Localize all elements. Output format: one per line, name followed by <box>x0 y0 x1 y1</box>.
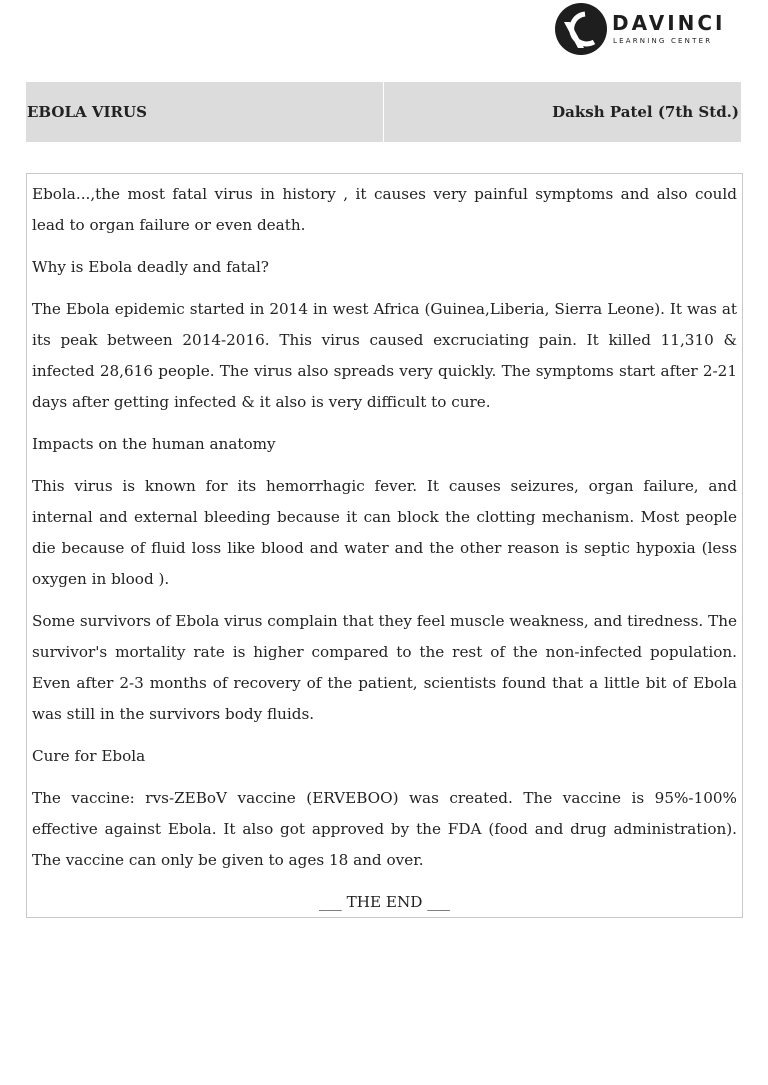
davinci-logo-icon <box>554 2 608 56</box>
vaccine-paragraph: The vaccine: rvs-ZEBoV vaccine (ERVEBOO) was created. The vaccine is 95%-100% effective against Ebola. It also got approved by the FDA (food and drug administration). The vaccine can only be given to ages 18 and over. <box>32 789 737 869</box>
epidemic-paragraph: The Ebola epidemic started in 2014 in west Africa (Guinea,Liberia, Sierra Leone). It was at its peak between 2014-2016. This virus caused excruciating pain. It killed 11,310 & infected 28,616 people. The virus also spreads very quickly. The symptoms start after 2-21 days after getting infected & it also is very difficult to cure. <box>32 300 737 411</box>
content-box <box>26 173 743 918</box>
logo-tagline: LEARNING CENTER <box>613 37 713 45</box>
section-heading-impacts: Impacts on the human anatomy <box>32 435 276 453</box>
document-title: EBOLA VIRUS <box>26 82 383 142</box>
header-table <box>26 82 741 142</box>
impacts-paragraph: This virus is known for its hemorrhagic fever. It causes seizures, organ failure, and internal and external bleeding because it can block the clotting mechanism. Most people die because of fluid loss like blood and water and the other reason is septic hypoxia (less oxygen in blood ). <box>32 477 737 588</box>
logo-name: DAVINCI <box>612 11 726 35</box>
the-end-text: ___ THE END ___ <box>318 893 451 911</box>
survivors-paragraph: Some survivors of Ebola virus complain that they feel muscle weakness, and tiredness. The survivor's mortality rate is higher compared to the rest of the non-infected population. Even after 2-3 months of recovery of the patient, scientists found that a little bit of Ebola was still in the survivors body fluids. <box>32 612 737 723</box>
intro-paragraph: Ebola...,the most fatal virus in history , it causes very painful symptoms and also could lead to organ failure or even death. <box>32 185 737 234</box>
author-name: Daksh Patel (7th Std.) <box>384 82 741 142</box>
section-heading-why-deadly: Why is Ebola deadly and fatal? <box>32 258 269 276</box>
logo <box>554 2 754 58</box>
section-heading-cure: Cure for Ebola <box>32 747 146 765</box>
